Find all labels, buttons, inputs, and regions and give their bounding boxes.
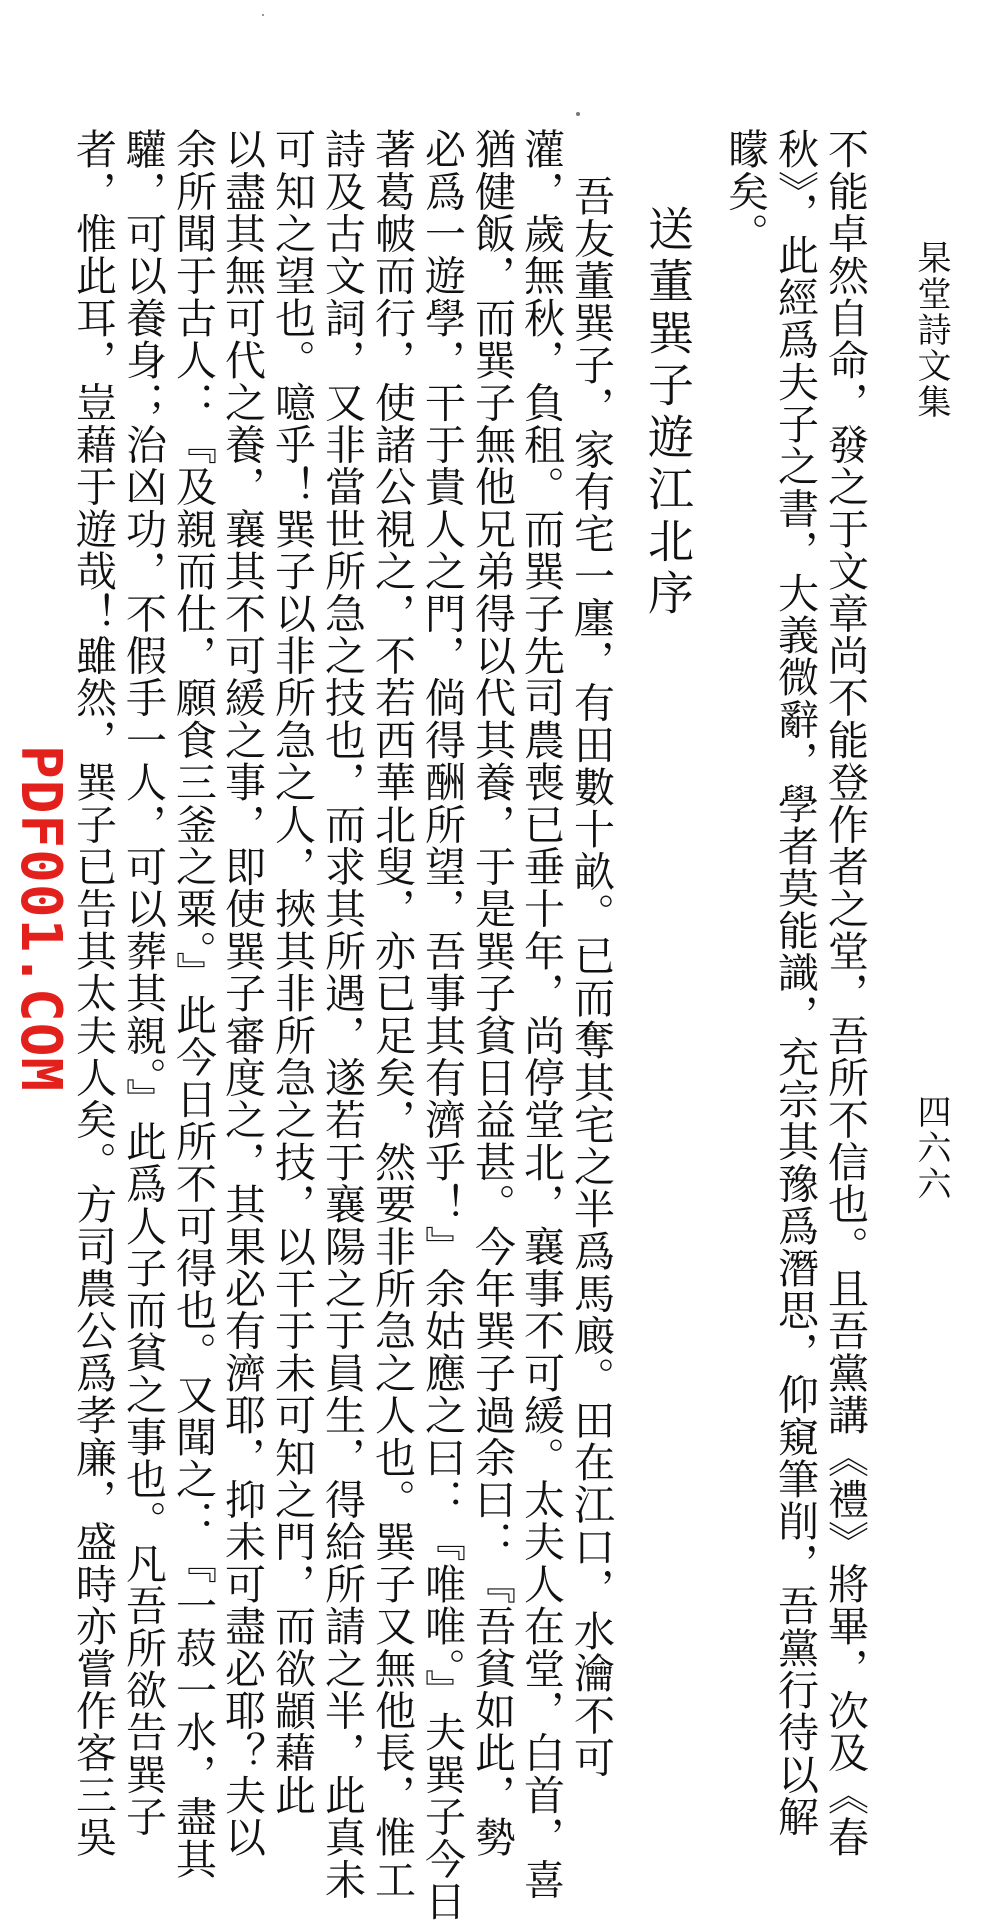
text-column-4: 吾友董巽子，家有宅一廛，有田數十畝。已而奪其宅之半爲馬廄。田在江口，水瀹不可 — [567, 175, 615, 1779]
text-column-5: 灌，歲無秋，負租。而巽子先司農喪已垂十年，尚停堂北，襄事不可緩。太夫人在堂，白首，喜 — [517, 128, 565, 1901]
text-column-7: 必爲一遊學，干于貴人之門，倘得酬所望，吾事其有濟乎！』余姑應之曰：『唯唯。』夫巽子今日 — [418, 128, 466, 1922]
text-column-3: 矇矣。 — [721, 128, 769, 255]
scan-speck — [262, 14, 264, 16]
text-column-12: 余所聞于古人：『及親而仕，願食三釜之粟。』此今日所不可得也。又聞之：『一菽一水，盡其 — [169, 128, 217, 1880]
text-column-13: 驩，可以養身；治凶功，不假手一人，可以葬其親。』此爲人子而貧之事也。凡吾所欲告巽子 — [119, 128, 167, 1838]
text-column-1: 不能卓然自命，發之于文章尚不能登作者之堂，吾所不信也。且吾黨講《禮》將畢，次及《春 — [821, 128, 869, 1859]
text-column-11: 以盡其無可代之養，襄其不可緩之事，即使巽子審度之，其果必有濟耶，抑未可盡必耶？夫以 — [218, 128, 266, 1859]
text-column-6: 猶健飯，而巽子無他兄弟得以代其養，于是巽子貧日益甚。今年巽子過余曰：『吾貧如此，勢 — [468, 128, 516, 1859]
text-column-9: 詩及古文詞，又非當世所急之技也，而求其所遇，遂若于襄陽之于員生，得給所請之半，此真未 — [318, 128, 366, 1901]
pdf001-watermark: PDF001.COM — [8, 745, 73, 1093]
scan-speck — [576, 112, 580, 116]
text-column-10: 可知之望也。噫乎！巽子以非所急之人，挾其非所急之技，以干于未可知之門，而欲顓藉此 — [268, 128, 316, 1816]
book-title-header: 杲堂詩文集 — [911, 240, 951, 420]
text-column-14: 者，惟此耳，豈藉于遊哉！雖然，巽子已告其太夫人矣。方司農公爲孝廉，盛時亦嘗作客三吳 — [69, 128, 117, 1859]
section-title: 送董巽子遊江北序 — [641, 205, 695, 621]
text-column-2: 秋》，此經爲夫子之書，大義微辭，學者莫能識，充宗其豫爲潛思，仰窺筆削，吾黨行待以解 — [771, 128, 819, 1838]
text-column-8: 著葛帔而行，使諸公視之，不若西華北叟，亦已足矣，然要非所急之人也。巽子又無他長，惟工 — [368, 128, 416, 1901]
page-number: 四六六 — [911, 1094, 951, 1202]
